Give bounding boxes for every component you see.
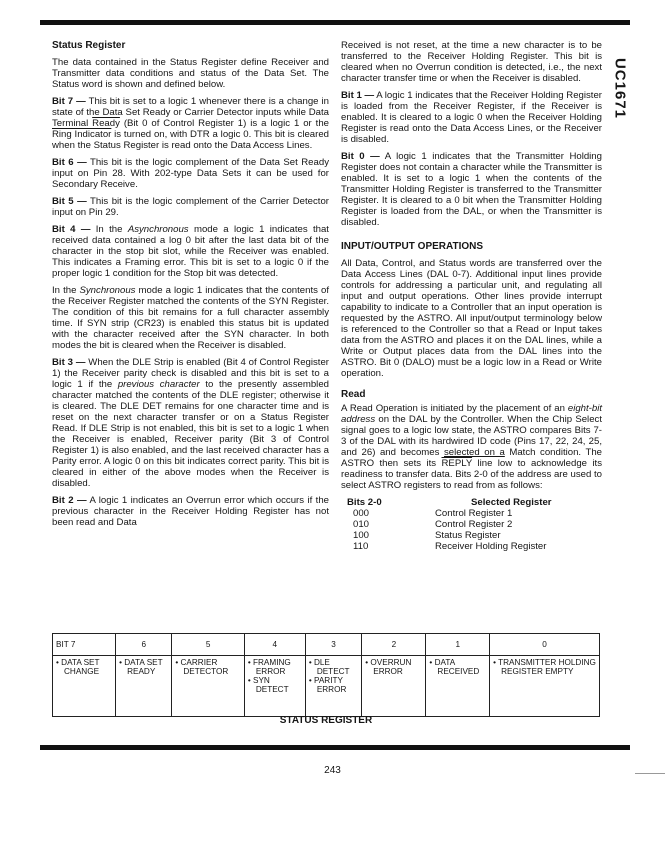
bit-header: 5 bbox=[172, 634, 244, 656]
register-select-header bbox=[347, 497, 602, 508]
bit6-text: This bit is the logic complement of the Data Set Ready input on Pin 28. With 202-type Data Sets it can be used for Secondary Receive. bbox=[52, 157, 329, 190]
read-emphasis: eight-bit address bbox=[341, 403, 602, 425]
bit2-cell bbox=[362, 656, 426, 717]
intro-paragraph: The data contained in the Status Register define Receiver and Transmitter data conditions and status of the Data Set. The Status word is shown and defined below. bbox=[52, 57, 329, 90]
bit5-paragraph bbox=[52, 196, 329, 218]
bit-function: • DATA SET READY bbox=[119, 658, 168, 676]
bit6-label: Bit 6 — bbox=[52, 157, 87, 168]
bit-header: 4 bbox=[244, 634, 305, 656]
bit5-label: Bit 5 — bbox=[52, 196, 87, 207]
register-select-table bbox=[347, 497, 602, 552]
bit2-label: Bit 2 — bbox=[52, 495, 87, 506]
status-register-heading: Status Register bbox=[52, 40, 126, 51]
part-number-tab bbox=[608, 52, 632, 132]
bit7-text-2: (Bit 0 of Control Register 1) is a logic 1 or the bbox=[119, 118, 329, 129]
top-rule bbox=[40, 20, 630, 25]
bit4-text-2: mode a logic 1 indicates that received data contained a log 0 bit after the last data bit of the character in the stop bit slot, while the Receiver was enabled. This indicates a Framing error. This bit is set to a logic 0 if the proper logic 1 condition for the Stop bit was detected. bbox=[52, 224, 329, 279]
bit-header: 2 bbox=[362, 634, 426, 656]
bit7-overline-ready: Ready bbox=[92, 118, 120, 129]
register-code: 000 bbox=[353, 508, 370, 519]
bit7-text-1: This bit is set to a logic 1 whenever there is a change in state of the Data Set Ready or Carrier Detector inputs while Data Terminal bbox=[52, 96, 329, 129]
register-select-row bbox=[347, 530, 602, 541]
register-code: 110 bbox=[353, 541, 369, 552]
sync-text-1: In the bbox=[52, 285, 80, 296]
bit-function: • FRAMING ERROR bbox=[248, 658, 302, 676]
bit4-emphasis: Asynchronous bbox=[127, 224, 189, 235]
register-name: Status Register bbox=[435, 530, 501, 541]
sync-paragraph bbox=[52, 285, 329, 351]
bit-header: BIT 7 bbox=[53, 634, 116, 656]
part-number-label: UC1671 bbox=[611, 57, 629, 120]
bit7-label: Bit 7 — bbox=[52, 96, 86, 107]
io-heading: INPUT/OUTPUT OPERATIONS bbox=[341, 241, 484, 252]
sync-emphasis: Synchronous bbox=[79, 285, 136, 296]
bit7-text-3: is turned on, with DTR a logic 0. This bit is cleared when the Status Register is read onto the Data Access Lines. bbox=[52, 129, 329, 151]
bit-function: • TRANSMITTER HOLDING REGISTER EMPTY bbox=[493, 658, 596, 676]
bit3-text-2: to the presently assembled character matched the contents of the DLE register; otherwise it is cleared. The DLE DET remains for one character time and is reset on the next character transfer or on a Status Register Read. If DLE Strip is not enabled, this bit is set to a logic 1 when the Receiver is enabled, Receiver parity (Bit 3 of Control Register 1) is also enabled, and the last received character has a Parity error. A logic 0 on this bit indicates correct parity. This bit is cleared in either of the above modes when the Receiver is disabled. bbox=[52, 379, 329, 489]
bit1-text: A logic 1 indicates that the Receiver Holding Register is loaded from the Receiver Register, if the Receiver is enabled. It is cleared to a logic 0 when the Receiver Holding Register is read onto the Data Access Lines, or the Receiver is disabled. bbox=[341, 90, 602, 145]
status-table-header-row bbox=[53, 634, 600, 656]
register-code: 010 bbox=[353, 519, 370, 530]
register-code: 100 bbox=[353, 530, 370, 541]
bit7-cell bbox=[53, 656, 116, 717]
bit6-paragraph bbox=[52, 157, 329, 190]
bit3-emphasis: previous character bbox=[117, 379, 200, 390]
bit5-text: This bit is the logic complement of the Carrier Detector input on Pin 29. bbox=[52, 196, 329, 218]
bit-header: 6 bbox=[116, 634, 172, 656]
bit4-label: Bit 4 — bbox=[52, 224, 91, 235]
read-text-4: line low to acknowledge its readiness to transfer data. Bits 2-0 of the address are used to select ASTRO registers to read from as follows: bbox=[341, 458, 602, 491]
scan-edge-line bbox=[635, 773, 665, 774]
bit-function: • OVERRUN ERROR bbox=[365, 658, 422, 676]
reply-overline: REPLY bbox=[441, 458, 473, 469]
bit7-overline-ring: Ring Indicator bbox=[52, 129, 112, 140]
read-paragraph bbox=[341, 403, 602, 491]
bit3-cell bbox=[305, 656, 361, 717]
status-table-body-row bbox=[53, 656, 600, 717]
bit3-text-1: When the DLE Strip is enabled (Bit 4 of Control Register 1) the Receiver parity check is disabled and this bit is set to a logic 1 if the bbox=[52, 357, 329, 390]
read-text-1: A Read Operation is initiated by the placement of an bbox=[341, 403, 568, 414]
bit0-cell bbox=[490, 656, 600, 717]
bit3-paragraph bbox=[52, 357, 329, 489]
bit6-cell bbox=[116, 656, 172, 717]
bit-function: • DATA SET CHANGE bbox=[56, 658, 112, 676]
bit2-paragraph bbox=[52, 495, 329, 528]
register-select-row bbox=[347, 541, 602, 552]
bit2-continuation: Received is not reset, at the time a new character is to be transferred to the Receiver Holding Register. This bit is cleared when no Overrun condition is detected, i.e., the next character transfer time or when the Receiver is disabled. bbox=[341, 40, 602, 84]
page-number: 243 bbox=[324, 765, 341, 776]
bit1-paragraph bbox=[341, 90, 602, 145]
bit-header: 3 bbox=[305, 634, 361, 656]
bits-column-header: Bits 2-0 bbox=[347, 497, 382, 508]
bit1-label: Bit 1 — bbox=[341, 90, 375, 101]
bit0-label: Bit 0 — bbox=[341, 151, 380, 162]
bit-function: • DLE DETECT bbox=[309, 658, 358, 676]
register-name: Control Register 2 bbox=[435, 519, 513, 530]
bit-header: 0 bbox=[490, 634, 600, 656]
bit4-cell bbox=[244, 656, 305, 717]
read-text-3: Match condition. The ASTRO then sets its bbox=[341, 447, 602, 469]
register-name: Control Register 1 bbox=[435, 508, 513, 519]
bit0-text: A logic 1 indicates that the Transmitter Holding Register does not contain a character while the Transmitter is enabled. It is set to a logic 1 when the contents of the Transmitter Holding Register is transferred to the Transmitter Register. It is cleared to a 0 bit when the Transmitter Holding Register is loaded from the DAL, or when the Transmitter is disabled. bbox=[341, 151, 602, 228]
bit3-label: Bit 3 — bbox=[52, 357, 86, 368]
register-name: Receiver Holding Register bbox=[435, 541, 547, 552]
bottom-rule bbox=[40, 745, 630, 750]
bit4-paragraph bbox=[52, 224, 329, 279]
bit-function: • DATA RECEIVED bbox=[429, 658, 486, 676]
io-paragraph: All Data, Control, and Status words are transferred over the Data Access Lines (DAL 0-7). Additional input lines provide controls for addressing a particular unit, and regulating all input and output operations. Other lines provide interrupt capability to indicate to a Controller that an input operation is requested by the ASTRO. All input/output terminology below is referenced to the Controller so that a Read or Input takes data from the ASTRO and places it on the DAL lines, while a Write or Output places data from the DAL lines into the ASTRO. Bit 0 (DALO) must be a logic low in a Read or Write operation. bbox=[341, 258, 602, 379]
read-text-2: on the DAL by the Controller. When the Chip Select signal goes to a logic low state, the ASTRO compares Bits 7-3 of the DAL with its hardwired ID code (Pins 17, 22, 24, 25, and 26) and becomes bbox=[341, 414, 602, 458]
status-register-table bbox=[52, 633, 600, 717]
sync-text-2: mode a logic 1 indicates that the contents of the Receiver Register matched the contents of the SYN Register. The condition of this bit remains for a full character assembly time. If SYN strip (CR23) is enabled this status bit is updated with the character received after the SYN character. In both modes the bit is cleared when the Receiver is disabled. bbox=[52, 285, 329, 351]
register-select-row bbox=[347, 519, 602, 530]
bit4-text-1: In the bbox=[90, 224, 128, 235]
bit0-paragraph bbox=[341, 151, 602, 228]
bit-header: 1 bbox=[426, 634, 490, 656]
bit5-cell bbox=[172, 656, 244, 717]
read-underline: selected on a bbox=[443, 447, 505, 458]
bit1-cell bbox=[426, 656, 490, 717]
bit2-text: A logic 1 indicates an Overrun error which occurs if the previous character in the Receiver Holding Register has not been read and Data bbox=[52, 495, 329, 528]
register-select-row bbox=[347, 508, 602, 519]
bit-function: • SYN DETECT bbox=[248, 676, 302, 694]
bit7-paragraph bbox=[52, 96, 329, 151]
bit-function: • CARRIER DETECTOR bbox=[175, 658, 240, 676]
register-column-header: Selected Register bbox=[471, 497, 552, 508]
right-column bbox=[341, 40, 602, 552]
status-register-caption: STATUS REGISTER bbox=[279, 715, 373, 726]
bit-function: • PARITY ERROR bbox=[309, 676, 358, 694]
left-column bbox=[52, 40, 329, 534]
read-heading: Read bbox=[341, 389, 366, 400]
